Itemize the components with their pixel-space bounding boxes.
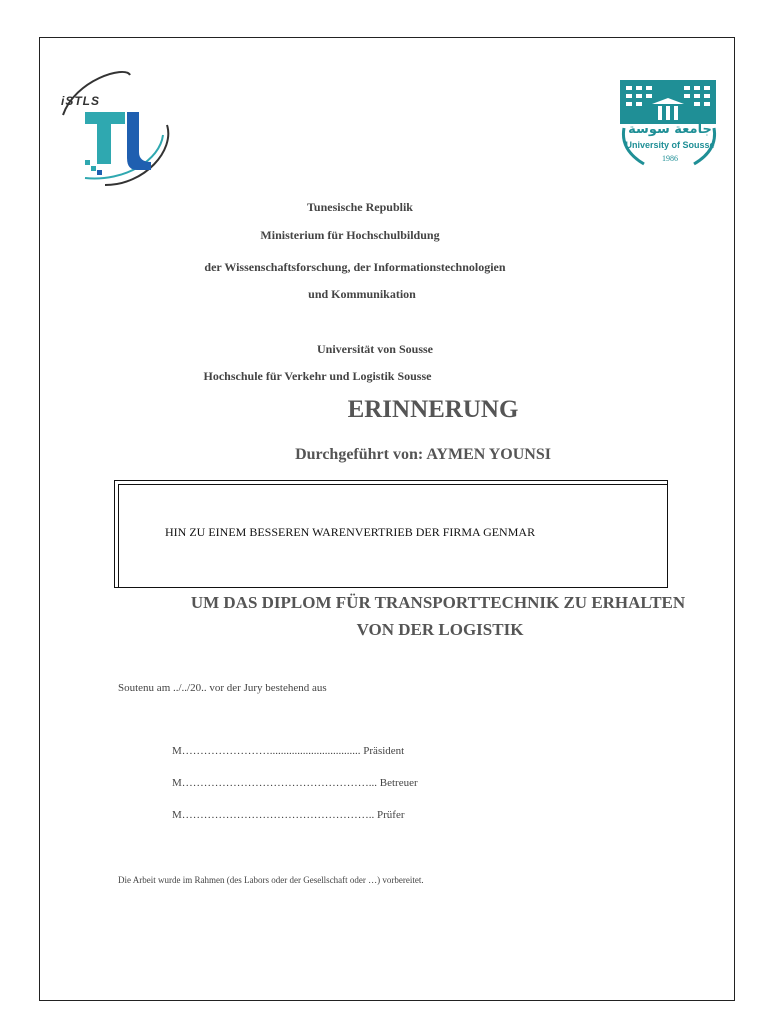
- jury-examiner-role: Prüfer: [377, 809, 405, 821]
- thesis-title-box: [114, 480, 668, 588]
- diploma-line-2: VON DER LOGISTIK: [356, 620, 524, 639]
- jury-president-role: Präsident: [363, 745, 405, 757]
- jury-member-president: [172, 745, 404, 757]
- jury-member-examiner: [172, 809, 405, 821]
- document-title: ERINNERUNG: [347, 396, 519, 423]
- author-line: Durchgeführt von: AYMEN YOUNSI: [295, 446, 551, 463]
- footer-note: Die Arbeit wurde im Rahmen (des Labors oder der Gesellschaft oder …) vorbereitet.: [118, 875, 424, 885]
- university-arabic-name: جامعة سوسة: [628, 122, 712, 137]
- country-name: Tunesische Republik: [307, 200, 413, 214]
- istls-logo-text: iSTLS: [61, 94, 101, 108]
- defense-line: Soutenu am ../../20.. vor der Jury bestehend aus: [118, 682, 327, 694]
- jury-president-dots: M…………………….................................: [172, 745, 361, 757]
- university-name: Universität von Sousse: [316, 342, 433, 356]
- thesis-title: HIN ZU EINEM BESSEREN WARENVERTRIEB DER FIRMA GENMAR: [165, 525, 536, 539]
- diploma-line-1: UM DAS DIPLOM FÜR TRANSPORTTECHNIK ZU ERHALTEN: [190, 593, 686, 612]
- istls-logo-graphic: [55, 70, 175, 190]
- university-founding-year: 1986: [662, 154, 678, 163]
- istls-logo: [55, 70, 175, 190]
- school-name: Hochschule für Verkehr und Logistik Sousse: [203, 369, 432, 383]
- jury-supervisor-role: Betreuer: [379, 777, 418, 789]
- ministry-name: Ministerium für Hochschulbildung: [260, 228, 440, 242]
- ministry-name-line2: der Wissenschaftsforschung, der Informationstechnologien: [204, 260, 506, 274]
- university-english-name: University of Sousse: [625, 140, 715, 150]
- jury-examiner-dots: M……………………………………………..: [172, 809, 375, 821]
- jury-supervisor-dots: M……………………………………………...: [172, 777, 378, 789]
- ministry-name-line3: und Kommunikation: [308, 287, 416, 301]
- jury-member-supervisor: [172, 777, 418, 789]
- university-sousse-logo: [614, 78, 726, 174]
